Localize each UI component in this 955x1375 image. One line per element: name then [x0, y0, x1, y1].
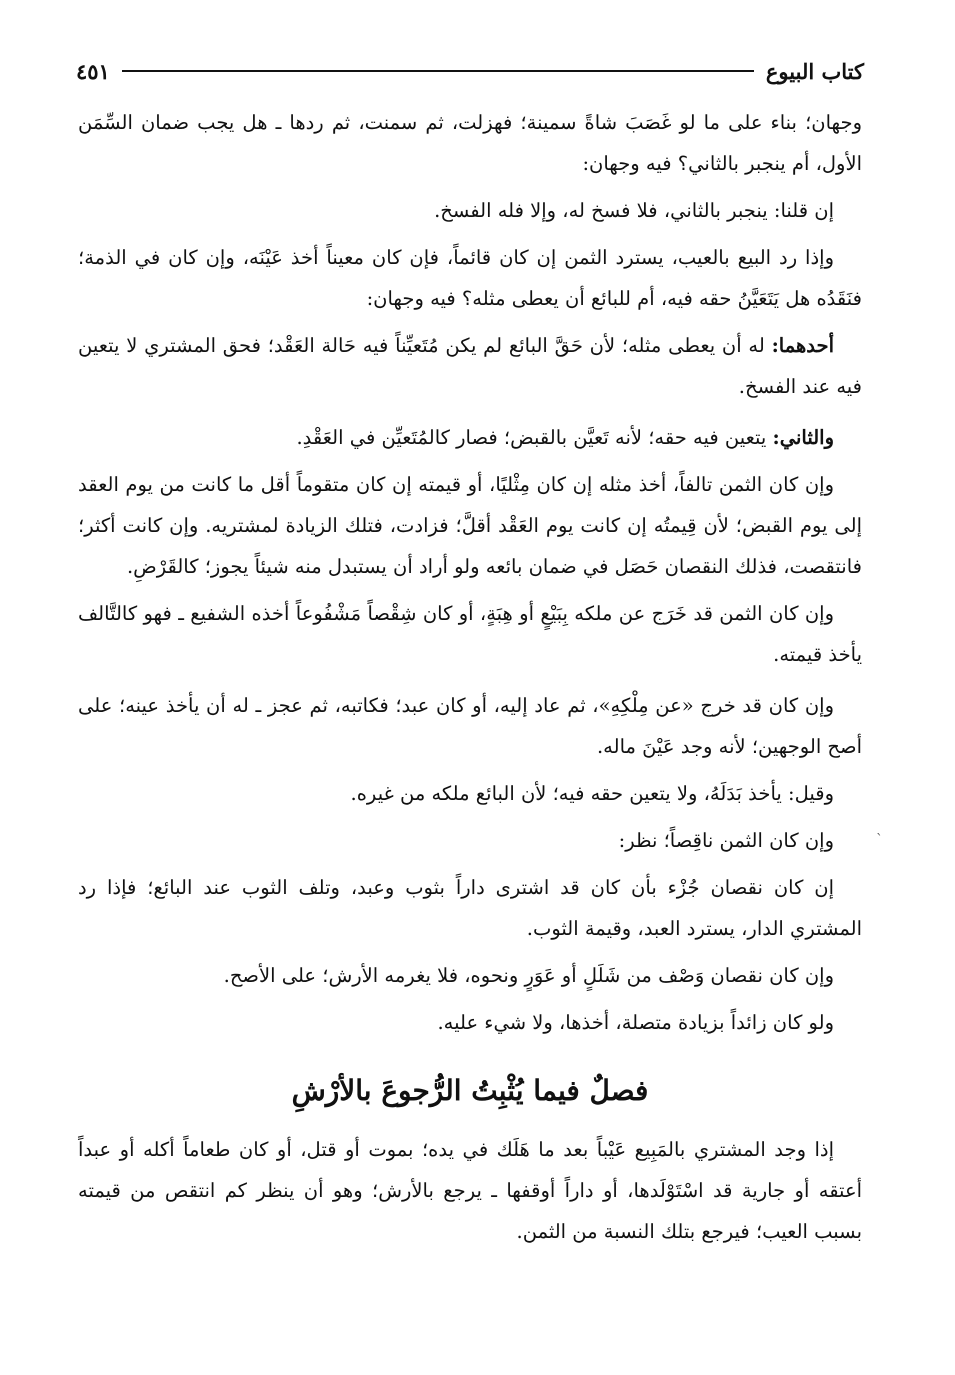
- section-heading: فصلٌ فيما يُثْبِتُ الرُّجوعَ بالأرْشِ: [291, 1074, 649, 1107]
- paragraph-lead: والثاني:: [772, 426, 834, 449]
- paragraph: وإن كان نقصان وَصْف من شَلَلٍ أو عَوَرٍ ونحوه، فلا يغرمه الأرش؛ على الأصح.: [223, 964, 834, 987]
- paragraph: إن قلنا: ينجبر بالثاني، فلا فسخ له، وإلا فله الفسخ.: [434, 199, 834, 222]
- paragraph: وإن كان الثمن ناقِصاً؛ نظر:: [618, 829, 834, 852]
- paragraph: وإذا رد البيع بالعيب، يسترد الثمن إن كان قائماً، فإن كان معيناً أخذ عَيْنَه، وإن كان في الذمة؛ فنَقَدُه هل يَتَعَيَّنُ حقه فيه، أم للبائع أن يعطى مثله؟ فيه وجهان:: [78, 246, 862, 310]
- paragraph-lead: أحدهما:: [771, 334, 834, 357]
- paragraph: ولو كان زائداً بزيادة متصلة، أخذها، ولا شيء عليه.: [437, 1011, 834, 1034]
- chapter-title: كتاب البيوع: [765, 58, 864, 84]
- header-rule: [122, 70, 754, 72]
- paragraph: أحدهما: له أن يعطى مثله؛ لأن حَقَّ البائع لم يكن مُتَعيِّناً فيه حَالة العَقْد؛ فحق المشتري لا يتعين فيه عند الفسخ.: [78, 334, 862, 398]
- paragraph: إن كان نقصان جُزْء بأن كان قد اشترى داراً بثوب وعبد، وتلف الثوب عند البائع؛ فإذا رد المشتري الدار، يسترد العبد، وقيمة الثوب.: [78, 876, 862, 940]
- paragraph: والثاني: يتعين فيه حقه؛ لأنه تَعيَّن بالقبض؛ فصار كالمُتَعيِّن في العَقْدِ.: [296, 426, 834, 449]
- page-number: ٤٥١: [76, 58, 110, 84]
- paragraph: إذا وجد المشتري بالمَبِيع عَيْباً بعد ما هَلَك في يده؛ بموت أو قتل، أو كان طعاماً أكله أو عبداً أعتقه أو جارية قد اسْتَوْلَدها، أو داراً أوقفها ـ يرجع بالأرش؛ وهو أن ينظر كم انتقص من قيمته بسبب العيب؛ فيرجع بتلك النسبة من الثمن.: [78, 1138, 862, 1243]
- paragraph: وإن كان الثمن قد خَرَج عن ملكه بِبَيْعٍ أو هِبَةٍ، أو كان شِقْصاً مَشْفُوعاً أخذه الشفيع ـ فهو كالتَّالف يأخذ قيمته.: [78, 602, 862, 666]
- paragraph: وقيل: يأخذ بَدَلَهُ، ولا يتعين حقه فيه؛ لأن البائع ملكه من غيره.: [350, 782, 834, 805]
- page-body: [78, 102, 862, 1258]
- paragraph: وإن كان الثمن تالفاً، أخذ مثله إن كان مِثْليًا، أو قيمته إن كان متقوماً أقل ما كانت من يوم العقد إلى يوم القبض؛ لأن قِيمتُه إن كانت يوم العَقْد أقلَّ؛ فزادت، فتلك الزيادة لمشتريه. وإن كانت أكثر؛ فانتقصت، فذلك النقصان حَصَل في ضمان بائعه ولو أراد أن يستبدل منه شيئاً يجوز؛ كالقَرْضِ.: [78, 473, 862, 578]
- running-header: [76, 54, 864, 88]
- paragraph: وإن كان قد خرج «عن مِلْكِهِ»، ثم عاد إليه، أو كان عبد؛ فكاتبه، ثم عجز ـ له أن يأخذ عينه؛ على أصح الوجهين؛ لأنه وجد عَيْنَ ماله.: [78, 694, 862, 758]
- scan-mark: `: [876, 832, 883, 848]
- paragraph: وجهان؛ بناء على ما لو غَصَبَ شاةً سمينة؛ فهزلت، ثم سمنت، ثم ردها ـ هل يجب ضمان السِّمَن الأول، أم ينجبر بالثاني؟ فيه وجهان:: [78, 111, 862, 175]
